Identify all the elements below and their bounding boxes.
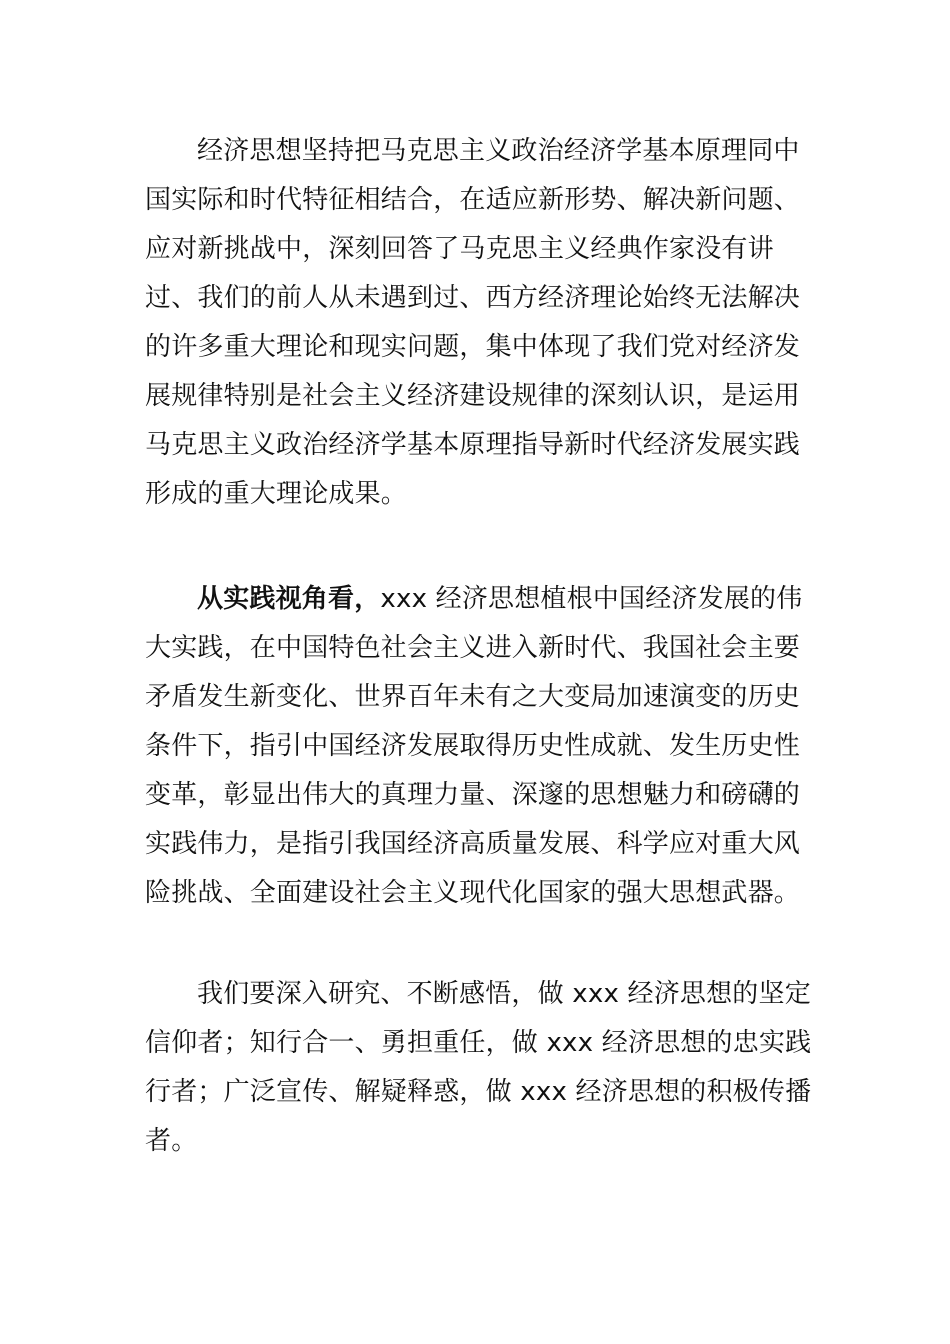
text-line: 应对新挑战中，深刻回答了马克思主义经典作家没有讲 <box>145 234 774 264</box>
text-line: 国实际和时代特征相结合，在适应新形势、解决新问题、 <box>145 185 801 215</box>
text-line: 信仰者；知行合一、勇担重任，做 xxx 经济思想的忠实践 <box>145 1028 812 1058</box>
text-line: 险挑战、全面建设社会主义现代化国家的强大思想武器。 <box>145 878 801 908</box>
text-line <box>145 575 807 624</box>
text-line: 实践伟力，是指引我国经济高质量发展、科学应对重大风 <box>145 829 801 859</box>
lead-heading: 从实践视角看， <box>197 584 381 614</box>
paragraph-conclusion <box>145 970 812 1166</box>
text-line: 经济思想坚持把马克思主义政治经济学基本原理同中 <box>197 136 800 166</box>
text-line: 马克思主义政治经济学基本原理指导新时代经济发展实践 <box>145 430 801 460</box>
paragraph-practice <box>145 575 807 918</box>
text-line: 变革，彰显出伟大的真理力量、深邃的思想魅力和磅礴的 <box>145 780 801 810</box>
text-line: 大实践，在中国特色社会主义进入新时代、我国社会主要 <box>145 633 801 663</box>
text-line: 形成的重大理论成果。 <box>145 479 408 509</box>
text-line: 条件下，指引中国经济发展取得历史性成就、发生历史性 <box>145 731 801 761</box>
text-line: 我们要深入研究、不断感悟，做 xxx 经济思想的坚定 <box>197 979 811 1009</box>
text-line: 展规律特别是社会主义经济建设规律的深刻认识，是运用 <box>145 381 801 411</box>
text-line: 行者；广泛宣传、解疑释惑，做 xxx 经济思想的积极传播 <box>145 1077 812 1107</box>
text-line: 者。 <box>145 1126 198 1156</box>
text-line: 过、我们的前人从未遇到过、西方经济理论始终无法解决 <box>145 283 801 313</box>
text-line: 的许多重大理论和现实问题，集中体现了我们党对经济发 <box>145 332 801 362</box>
text-span: xxx 经济思想植根中国经济发展的伟 <box>380 584 803 614</box>
text-line: 矛盾发生新变化、世界百年未有之大变局加速演变的历史 <box>145 682 801 712</box>
paragraph-theory <box>145 127 807 519</box>
